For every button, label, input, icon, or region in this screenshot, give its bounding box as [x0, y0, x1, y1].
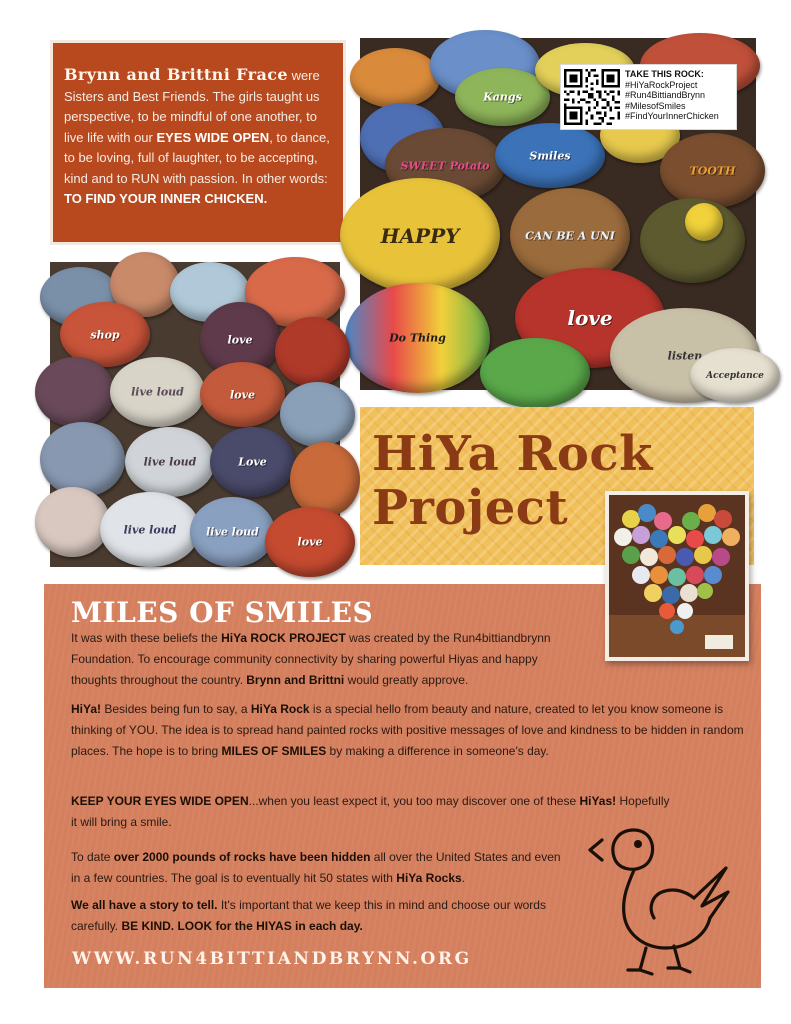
bold-text: HiYa Rock [250, 702, 310, 716]
rock-word: live loud [143, 455, 197, 469]
rock-word: shop [90, 328, 120, 341]
paragraph-hiya-definition [71, 699, 751, 762]
paragraph-eyes-wide-open [71, 791, 671, 833]
website-link[interactable]: WWW.RUN4BITTIANDBRYNN.ORG [72, 949, 472, 969]
text: Besides being fun to say, a [101, 702, 251, 716]
story-box [50, 40, 346, 245]
heart-rocks-photo [605, 491, 749, 661]
qr-card-title: TAKE THIS ROCK: [625, 69, 704, 79]
paragraph-story-to-tell [71, 895, 551, 937]
miles-of-smiles-heading: MILES OF SMILES [71, 596, 374, 629]
rock-word: live loud [131, 385, 184, 399]
text: ...when you least expect it, you too may discover one of these [248, 794, 580, 808]
hashtag: #Run4BittiandBrynn [625, 90, 706, 100]
bold-text: BE KIND. LOOK for the HIYAS in each day. [121, 919, 363, 933]
text: by making a difference in someone's day. [326, 744, 549, 758]
rock-word: Kangs [483, 90, 522, 104]
bold-text: KEEP YOUR EYES WIDE OPEN [71, 794, 249, 808]
hashtag: #HiYaRockProject [625, 79, 698, 90]
text: To date [71, 850, 114, 864]
rock-word: love [227, 333, 253, 346]
rock-word: Acceptance [706, 370, 764, 381]
rock-word: love [297, 535, 323, 549]
title-line-1: HiYa Rock [372, 426, 653, 482]
text: was created by the Run4bittiandbrynn Foundation. To encourage community connectivity by sharing powerful Hiyas and happy thoughts throughout the country. [71, 631, 551, 687]
qr-card-text [625, 69, 719, 125]
heart-rocks-illustration [609, 495, 745, 657]
rock-word: CAN BE A UNI [525, 229, 615, 242]
rock-word: love [567, 306, 613, 330]
text: It's important that we keep this in mind and choose our words carefully. [71, 898, 546, 933]
hashtag: #FindYourInnerChicken [625, 111, 719, 121]
text: It was with these beliefs the [71, 631, 222, 645]
title-line-2: Project [372, 480, 569, 536]
rock-word: listen [667, 349, 703, 362]
bold-text: HiYa ROCK PROJECT [221, 631, 346, 645]
story-bold-chicken: TO FIND YOUR INNER CHICKEN. [64, 191, 268, 206]
chicken-icon [582, 822, 742, 977]
bold-text: HiYa Rocks [396, 871, 462, 885]
live-loud-rocks-photo [50, 262, 340, 567]
story-heading: Brynn and Brittni Frace [64, 65, 288, 84]
bold-text: over 2000 pounds of rocks have been hidden [113, 850, 371, 864]
story-text-2: , to dance, to be loving, full of laughter, to be accepting, kind and to RUN with passion. In other words: [64, 129, 330, 186]
text: is a special hello from beauty and nature, created to let you know someone is thinking of YOU. The idea is to spread hand painted rocks with positive messages of love and kindness to be hidden in random places. The hope is to bring [71, 702, 744, 758]
text: all over the United States and even in a few countries. The goal is to eventually hit 50 states with [71, 850, 561, 885]
paragraph-project-origin [71, 628, 571, 691]
bold-text: Brynn and Brittni [246, 673, 345, 687]
rock-word: love [230, 388, 255, 401]
qr-code-icon[interactable] [564, 69, 620, 125]
text: would greatly approve. [344, 673, 469, 687]
rock-word: SWEET Potato [400, 159, 490, 172]
text: Hopefully it will bring a smile. [71, 794, 670, 829]
hashtag: #MilesofSmiles [625, 100, 686, 111]
rock-word: Love [238, 455, 267, 469]
rock-word: Do Thing [389, 331, 446, 345]
paragraph-rocks-hidden [71, 847, 561, 889]
rock-word: HAPPY [380, 223, 460, 248]
story-text-1: were Sisters and Best Friends. The girls taught us perspective, to be mindful of one another, to live life with our [64, 68, 320, 145]
bold-text: HiYa! [71, 702, 102, 716]
text: . [461, 871, 466, 885]
bold-text: MILES OF SMILES [221, 744, 327, 758]
rock-word: TOOTH [689, 164, 736, 177]
story-bold-eyes: EYES WIDE OPEN [156, 129, 270, 145]
rock-word: live loud [206, 525, 259, 539]
qr-card [560, 64, 737, 130]
bold-text: We all have a story to tell. [71, 898, 218, 912]
bold-text: HiYas! [579, 794, 617, 808]
rock-word: live loud [123, 523, 177, 536]
rock-word: Smiles [529, 149, 571, 162]
